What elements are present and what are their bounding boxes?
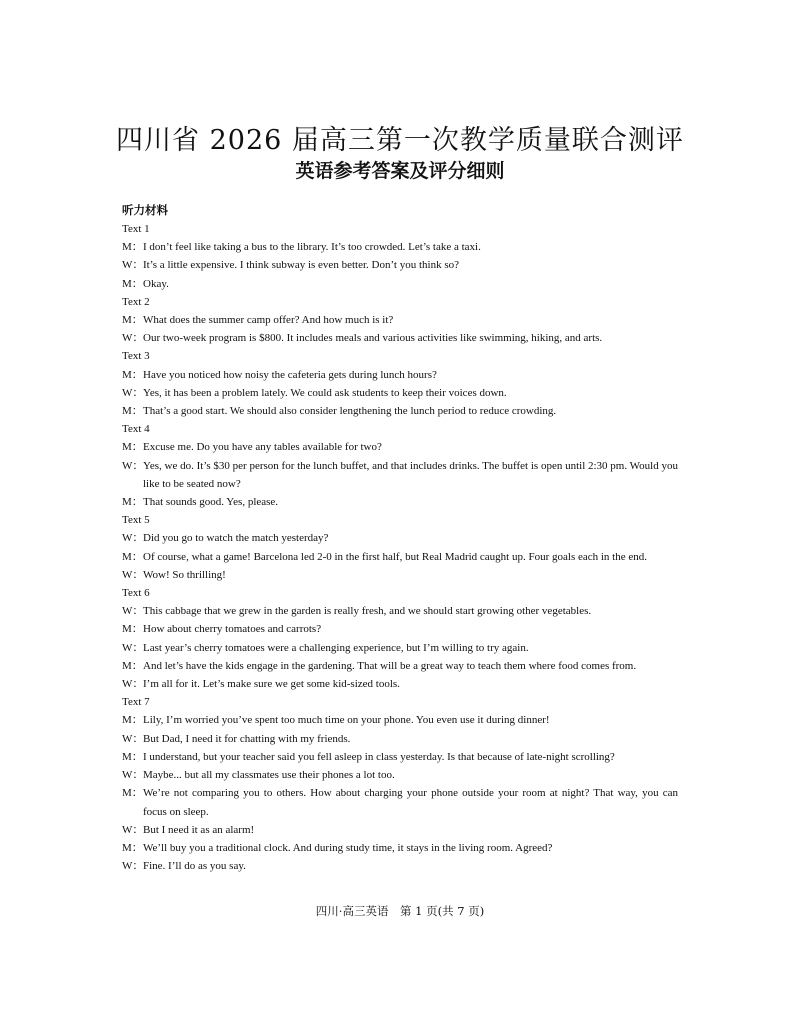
text-label: Text 1 — [122, 223, 150, 235]
dialogue-line — [122, 238, 678, 256]
dialogue-line — [122, 821, 678, 839]
speaker-label: W： — [122, 386, 144, 399]
speaker-label: M： — [122, 750, 143, 763]
dialogue-line — [122, 311, 678, 329]
speaker-label: W： — [122, 823, 144, 836]
speaker-label: M： — [122, 405, 143, 418]
page-title: 四川省 2026 届高三第一次教学质量联合测评 — [116, 125, 684, 156]
dialogue-line — [122, 275, 678, 293]
dialogue-text: We’re not comparing you to others. How about charging your phone outside your room at night? That way, you can focus on sleep. — [143, 787, 678, 818]
dialogue-text: What does the summer camp offer? And how much is it? — [143, 314, 394, 327]
dialogue-line — [122, 529, 678, 547]
dialogue-text: Okay. — [143, 277, 169, 290]
dialogue-line — [122, 620, 678, 638]
speaker-label: W： — [122, 769, 144, 782]
dialogue-text: Lily, I’m worried you’ve spent too much time on your phone. You even use it during dinner! — [143, 714, 550, 727]
dialogue-text: It’s a little expensive. I think subway is even better. Don’t you think so? — [143, 259, 459, 272]
dialogue-text: This cabbage that we grew in the garden is really fresh, and we should start growing other vegetables. — [143, 605, 592, 618]
speaker-label: W： — [122, 641, 144, 654]
speaker-label: M： — [122, 787, 143, 800]
dialogue-text: I don’t feel like taking a bus to the library. It’s too crowded. Let’s take a taxi. — [143, 241, 481, 254]
dialogue-text: I’m all for it. Let’s make sure we get some kid-sized tools. — [143, 678, 400, 691]
speaker-label: M： — [122, 550, 143, 563]
dialogue-text: Wow! So thrilling! — [143, 568, 226, 581]
speaker-label: M： — [122, 496, 143, 509]
dialogue-line — [122, 438, 678, 456]
dialogue-line — [122, 711, 678, 729]
transcript — [122, 220, 678, 875]
dialogue-text: That sounds good. Yes, please. — [143, 496, 279, 509]
dialogue-line — [122, 857, 678, 875]
dialogue-line — [122, 784, 678, 820]
dialogue-text: We’ll buy you a traditional clock. And during study time, it stays in the living room. Agreed? — [143, 841, 553, 854]
speaker-label: M： — [122, 623, 143, 636]
speaker-label: M： — [122, 314, 143, 327]
dialogue-line — [122, 493, 678, 511]
speaker-label: M： — [122, 659, 143, 672]
page-footer: 四川·高三英语 第 1 页(共 7 页) — [315, 904, 485, 918]
dialogue-line — [122, 639, 678, 657]
dialogue-line — [122, 657, 678, 675]
dialogue-line — [122, 839, 678, 857]
dialogue-text: Maybe... but all my classmates use their phones a lot too. — [143, 769, 395, 782]
dialogue-text: Fine. I’ll do as you say. — [143, 860, 246, 873]
dialogue-text: But I need it as an alarm! — [143, 823, 255, 836]
dialogue-text: How about cherry tomatoes and carrots? — [143, 623, 322, 636]
dialogue-line — [122, 329, 678, 347]
speaker-label: W： — [122, 605, 144, 618]
dialogue-text: Last year’s cherry tomatoes were a challenging experience, but I’m willing to try again. — [143, 641, 529, 654]
speaker-label: W： — [122, 678, 144, 691]
speaker-label: W： — [122, 732, 144, 745]
text-label: Text 3 — [122, 350, 150, 363]
speaker-label: M： — [122, 368, 143, 381]
dialogue-text: Yes, we do. It’s $30 per person for the lunch buffet, and that includes drinks. The buffet is open until 2:30 pm. Would you like to be seated now? — [143, 459, 678, 490]
text-label: Text 6 — [122, 587, 150, 600]
dialogue-text: But Dad, I need it for chatting with my friends. — [143, 732, 351, 745]
dialogue-text: Of course, what a game! Barcelona led 2-0 in the first half, but Real Madrid caught up. Four goals each in the end. — [143, 550, 648, 563]
speaker-label: W： — [122, 860, 144, 873]
speaker-label: W： — [122, 459, 144, 472]
dialogue-text: I understand, but your teacher said you fell asleep in class yesterday. Is that because of late-night scrolling? — [143, 750, 615, 763]
dialogue-text: And let’s have the kids engage in the gardening. That will be a great way to teach them where food comes from. — [143, 659, 637, 672]
section-heading: 听力材料 — [122, 203, 168, 217]
speaker-label: M： — [122, 841, 143, 854]
dialogue-line — [122, 384, 678, 402]
speaker-label: W： — [122, 568, 144, 581]
speaker-label: W： — [122, 332, 144, 345]
dialogue-text: That’s a good start. We should also consider lengthening the lunch period to reduce crowding. — [143, 405, 557, 418]
text-label: Text 2 — [122, 295, 150, 308]
dialogue-line — [122, 457, 678, 493]
dialogue-line — [122, 748, 678, 766]
speaker-label: W： — [122, 259, 144, 272]
dialogue-text: Did you go to watch the match yesterday? — [143, 532, 329, 545]
speaker-label: M： — [122, 441, 143, 454]
dialogue-text: Our two-week program is $800. It includes meals and various activities like swimming, hiking, and arts. — [143, 332, 603, 345]
speaker-label: W： — [122, 532, 144, 545]
dialogue-line — [122, 766, 678, 784]
speaker-label: M： — [122, 277, 143, 290]
dialogue-line — [122, 548, 678, 566]
speaker-label: M： — [122, 714, 143, 727]
dialogue-text: Yes, it has been a problem lately. We could ask students to keep their voices down. — [143, 386, 507, 399]
dialogue-line — [122, 256, 678, 274]
dialogue-text: Excuse me. Do you have any tables available for two? — [143, 441, 382, 454]
dialogue-line — [122, 675, 678, 693]
text-label: Text 4 — [122, 423, 150, 436]
dialogue-line — [122, 730, 678, 748]
text-label: Text 5 — [122, 514, 150, 527]
dialogue-line — [122, 366, 678, 384]
page-subtitle: 英语参考答案及评分细则 — [295, 160, 505, 182]
dialogue-line — [122, 602, 678, 620]
dialogue-text: Have you noticed how noisy the cafeteria gets during lunch hours? — [143, 368, 437, 381]
dialogue-line — [122, 566, 678, 584]
speaker-label: M： — [122, 241, 143, 254]
dialogue-line — [122, 402, 678, 420]
text-label: Text 7 — [122, 696, 150, 709]
